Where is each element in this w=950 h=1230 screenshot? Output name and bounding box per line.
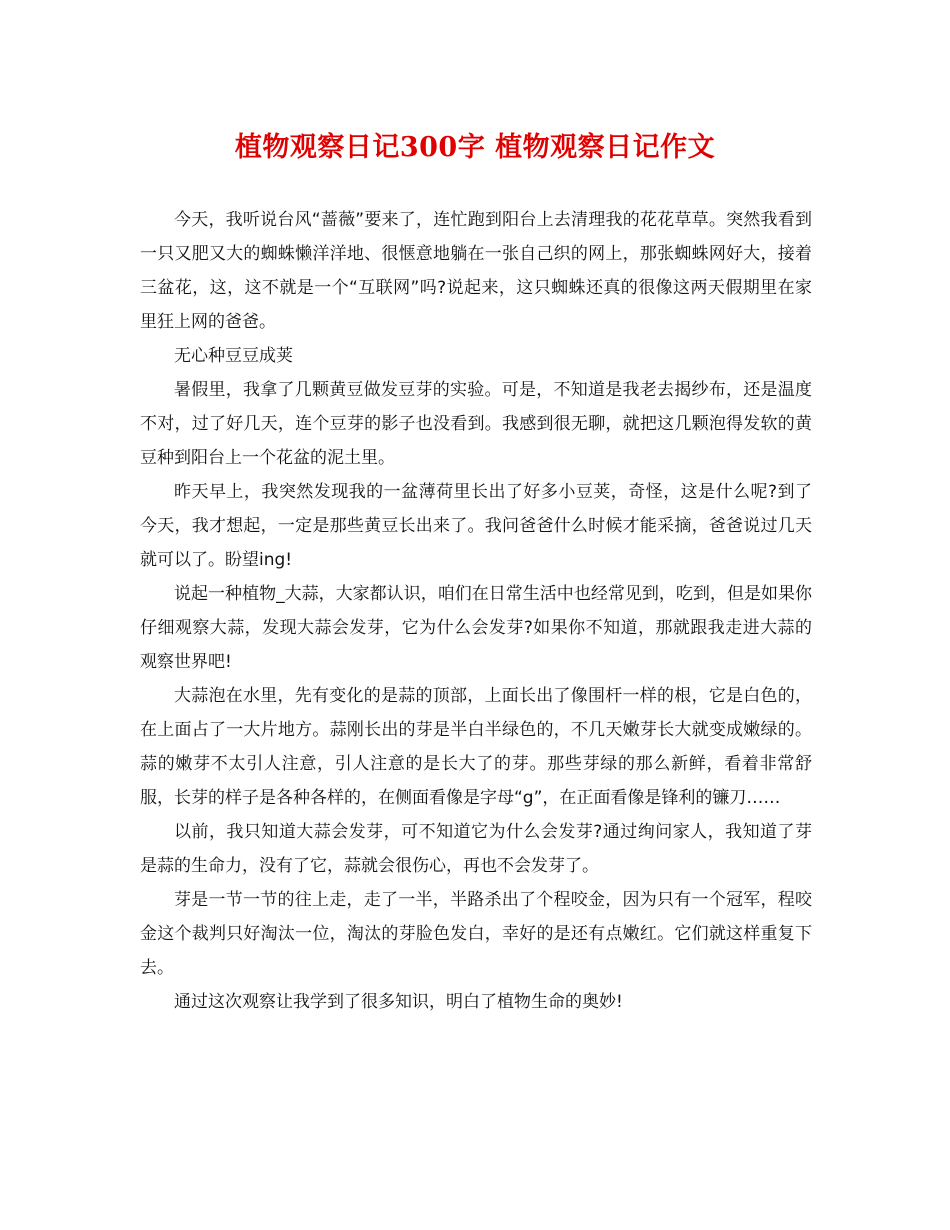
paragraph-1: 今天，我听说台风“蔷薇”要来了，连忙跑到阳台上去清理我的花花草草。突然我看到一只又肥又大的蜘蛛懒洋洋地、很惬意地躺在一张自己织的网上，那张蜘蛛网好大，接着三盆花，这，这不就是一个“互联网”吗?说起来，这只蜘蛛还真的很像这两天假期里在家里狂上网的爸爸。 [140,210,812,332]
paragraph-9: 通过这次观察让我学到了很多知识，明白了植物生命的奥妙! [174,992,623,1012]
article-body [140,203,812,1019]
paragraph-2-subheading: 无心种豆豆成荚 [174,346,293,366]
paragraph-7: 以前，我只知道大蒜会发芽，可不知道它为什么会发芽?通过绚问家人，我知道了芽是蒜的生命力，没有了它，蒜就会很伤心，再也不会发芽了。 [140,822,812,876]
paragraph-3: 暑假里，我拿了几颗黄豆做发豆芽的实验。可是，不知道是我老去揭纱布，还是温度不对，过了好几天，连个豆芽的影子也没看到。我感到很无聊，就把这几颗泡得发软的黄豆种到阳台上一个花盆的泥土里。 [140,380,812,468]
paragraph-6: 大蒜泡在水里，先有变化的是蒜的顶部，上面长出了像围杆一样的根，它是白色的，在上面占了一大片地方。蒜刚长出的芽是半白半绿色的，不几天嫩芽长大就变成嫩绿的。蒜的嫩芽不太引人注意，引人注意的是长大了的芽。那些芽绿的那么新鲜，看着非常舒服，长芽的样子是各种各样的，在侧面看像是字母“g”，在正面看像是锋利的镰刀…… [140,686,812,808]
paragraph-8: 芽是一节一节的往上走，走了一半，半路杀出了个程咬金，因为只有一个冠军，程咬金这个裁判只好淘汰一位，淘汰的芽脸色发白，幸好的是还有点嫩红。它们就这样重复下去。 [140,890,812,978]
page-title: 植物观察日记300字 植物观察日记作文 [234,132,716,163]
paragraph-4: 昨天早上，我突然发现我的一盆薄荷里长出了好多小豆荚，奇怪，这是什么呢?到了今天，我才想起，一定是那些黄豆长出来了。我问爸爸什么时候才能采摘，爸爸说过几天就可以了。盼望ing! [140,482,812,570]
paragraph-5: 说起一种植物_大蒜，大家都认识，咱们在日常生活中也经常见到，吃到，但是如果你仔细观察大蒜，发现大蒜会发芽，它为什么会发芽?如果你不知道，那就跟我走进大蒜的观察世界吧! [140,584,812,672]
